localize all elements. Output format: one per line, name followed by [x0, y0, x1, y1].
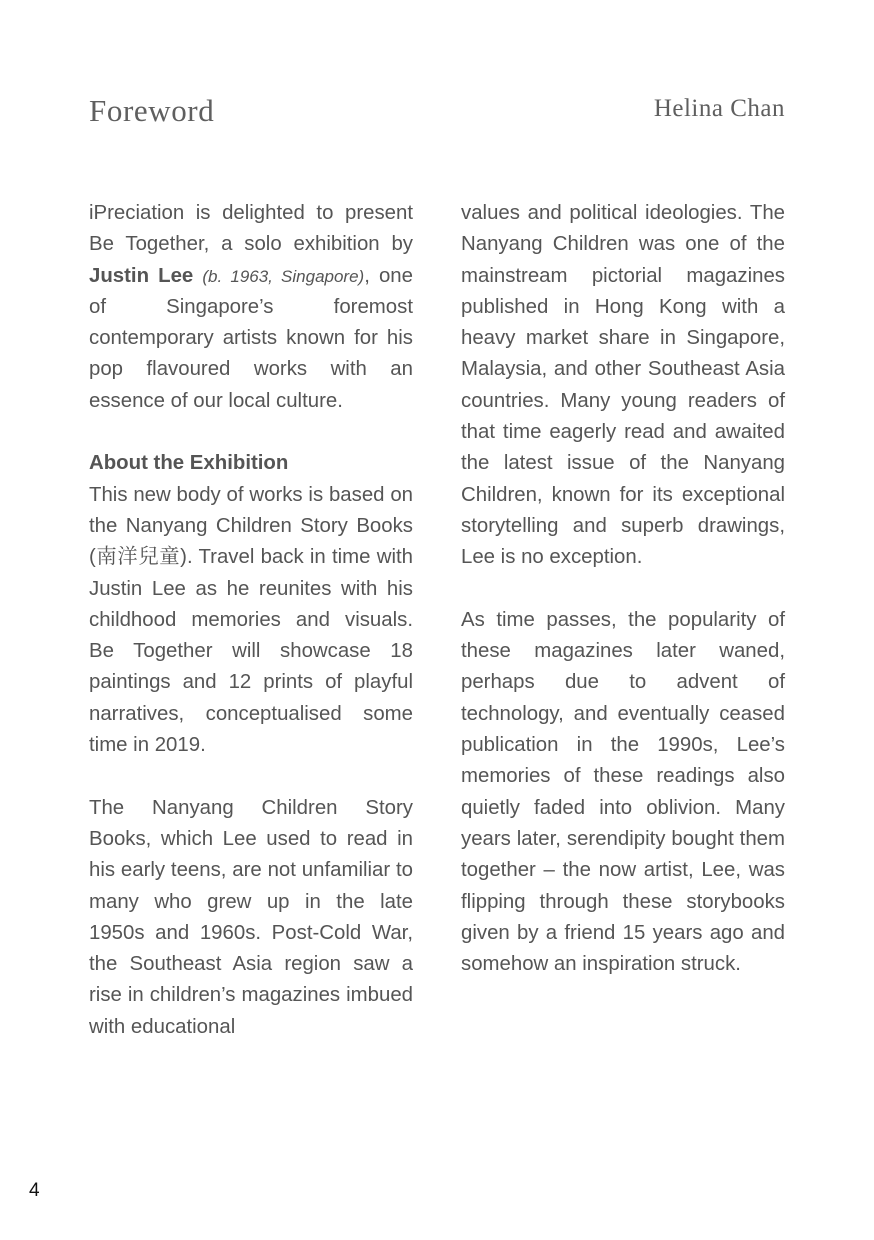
artist-birth-note: (b. 1963, Singapore) [202, 266, 365, 286]
page-title: Foreword [89, 93, 215, 128]
intro-text-part1: iPreciation is delighted to present Be Together, a solo exhibition by [89, 202, 413, 256]
right-column [461, 198, 785, 980]
about-section [89, 448, 413, 761]
nanyang-paragraph: The Nanyang Children Story Books, which Lee used to read in his early teens, are not unfamiliar to many who grew up in the late 1950s and 1960s. Post-Cold War, the Southeast Asia region saw a rise in children’s magazines imbued with educational [89, 796, 413, 1038]
artist-name: Justin Lee [89, 264, 194, 287]
intro-paragraph [89, 198, 413, 417]
author-name: Helina Chan [653, 95, 785, 122]
continued-paragraph: values and political ideologies. The Nanyang Children was one of the mainstream pictorial magazines published in Hong Kong with a heavy market share in Singapore, Malaysia, and other Southeast Asia countries. Many young readers of that time eagerly read and awaited the latest issue of the Nanyang Children, known for its exceptional storytelling and superb drawings, Lee is no exception. [461, 202, 785, 569]
section-paragraph: This new body of works is based on the Nanyang Children Story Books (南洋兒童). Travel back in time with Justin Lee as he reunites with his childhood memories and visuals. Be Together will showcase 18 paintings and 12 prints of playful narratives, conceptualised some time in 2019. [89, 483, 413, 757]
intro-text-part2: , one of Singapore’s foremost contemporary artists known for his pop flavoured works with an essence of our local culture. [89, 264, 413, 412]
time-passes-paragraph: As time passes, the popularity of these magazines later waned, perhaps due to advent of technology, and eventually ceased publication in the 1990s, Lee’s memories of these readings also quietly faded into oblivion. Many years later, serendipity bought them together – the now artist, Lee, was flipping through these storybooks given by a friend 15 years ago and somehow an inspiration struck. [461, 608, 785, 976]
left-column [89, 198, 413, 1043]
page-number: 4 [29, 1180, 40, 1201]
section-heading: About the Exhibition [89, 452, 289, 475]
